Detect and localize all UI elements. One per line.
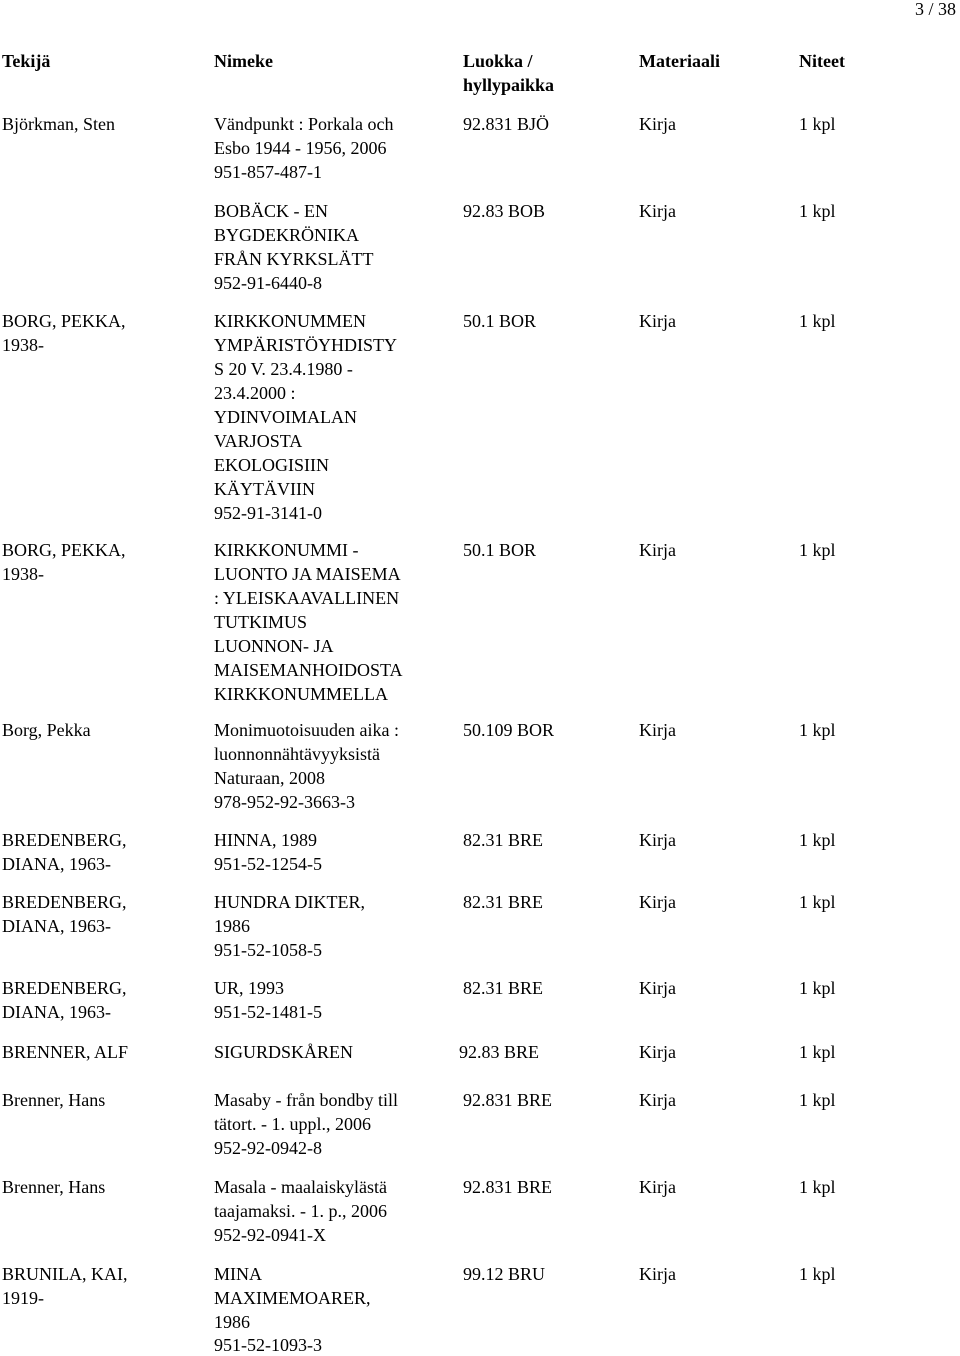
row-class: 50.1 BOR [463, 311, 537, 331]
row-class: 82.31 BRE [463, 830, 544, 850]
header-title: Nimeke [214, 51, 273, 71]
row-author: Brenner, Hans [2, 1090, 106, 1110]
row-author: Björkman, Sten [2, 114, 115, 134]
row-title: Masaby - från bondby till tätort. - 1. uppl., 2006 952-92-0942-8 [214, 1090, 398, 1158]
row-author: BREDENBERG, DIANA, 1963- [2, 830, 127, 874]
row-author: Borg, Pekka [2, 720, 91, 740]
row-title: UR, 1993 951-52-1481-5 [214, 978, 322, 1022]
row-author: BRENNER, ALF [2, 1042, 129, 1062]
row-title: HUNDRA DIKTER, 1986 951-52-1058-5 [214, 892, 365, 960]
row-title: KIRKKONUMMI - LUONTO JA MAISEMA : YLEISKAAVALLINEN TUTKIMUS LUONNON- JA MAISEMANHOIDOSTA KIRKKONUMMELLA [214, 540, 403, 704]
header-count: Niteet [799, 51, 845, 71]
row-count: 1 kpl [799, 311, 836, 331]
row-class: 82.31 BRE [463, 978, 544, 998]
header-material: Materiaali [639, 51, 720, 71]
row-class: 92.831 BRE [463, 1090, 553, 1110]
row-author: BRUNILA, KAI, 1919- [2, 1264, 128, 1308]
row-title: KIRKKONUMMEN YMPÄRISTÖYHDISTY S 20 V. 23.4.1980 - 23.4.2000 : YDINVOIMALAN VARJOSTA EKOLOGISIIN KÄYTÄVIIN 952-91-3141-0 [214, 311, 398, 523]
row-class: 82.31 BRE [463, 892, 544, 912]
row-count: 1 kpl [799, 892, 836, 912]
row-count: 1 kpl [799, 830, 836, 850]
row-count: 1 kpl [799, 720, 836, 740]
row-author: BORG, PEKKA, 1938- [2, 540, 126, 584]
row-material: Kirja [639, 1090, 676, 1110]
row-count: 1 kpl [799, 114, 836, 134]
row-author: Brenner, Hans [2, 1177, 106, 1197]
row-material: Kirja [639, 830, 676, 850]
row-author: BREDENBERG, DIANA, 1963- [2, 978, 127, 1022]
row-material: Kirja [639, 1177, 676, 1197]
row-title: HINNA, 1989 951-52-1254-5 [214, 830, 322, 874]
row-class: 50.109 BOR [463, 720, 555, 740]
row-count: 1 kpl [799, 1042, 836, 1062]
row-class: 92.831 BRE [463, 1177, 553, 1197]
row-material: Kirja [639, 720, 676, 740]
row-count: 1 kpl [799, 1177, 836, 1197]
row-class: 99.12 BRU [463, 1264, 546, 1284]
row-title: Masala - maalaiskylästä taajamaksi. - 1. p., 2006 952-92-0941-X [214, 1177, 387, 1245]
row-material: Kirja [639, 114, 676, 134]
row-material: Kirja [639, 201, 676, 221]
header-class [463, 49, 554, 97]
header-class-line1: Luokka / [463, 51, 533, 71]
row-material: Kirja [639, 1264, 676, 1284]
row-title: Monimuotoisuuden aika : luonnonnähtävyyksistä Naturaan, 2008 978-952-92-3663-3 [214, 720, 399, 812]
row-author: BORG, PEKKA, 1938- [2, 311, 126, 355]
header-class-line2: hyllypaikka [463, 75, 555, 95]
row-class: 92.831 BJÖ [463, 114, 550, 134]
row-count: 1 kpl [799, 978, 836, 998]
row-material: Kirja [639, 540, 676, 560]
row-material: Kirja [639, 1042, 676, 1062]
row-title: Vändpunkt : Porkala och Esbo 1944 - 1956, 2006 951-857-487-1 [214, 114, 394, 182]
row-material: Kirja [639, 311, 676, 331]
row-count: 1 kpl [799, 201, 836, 221]
page-number: 3 / 38 [914, 0, 956, 19]
row-title: MINA MAXIMEMOARER, 1986 951-52-1093-3 [214, 1264, 371, 1355]
row-count: 1 kpl [799, 1264, 836, 1284]
row-title: BOBÄCK - EN BYGDEKRÖNIKA FRÅN KYRKSLÄTT 952-91-6440-8 [214, 201, 374, 293]
row-class: 92.83 BRE [459, 1042, 540, 1062]
row-count: 1 kpl [799, 540, 836, 560]
row-material: Kirja [639, 892, 676, 912]
header-author: Tekijä [2, 51, 51, 71]
row-material: Kirja [639, 978, 676, 998]
row-class: 50.1 BOR [463, 540, 537, 560]
row-class: 92.83 BOB [463, 201, 546, 221]
row-count: 1 kpl [799, 1090, 836, 1110]
row-author: BREDENBERG, DIANA, 1963- [2, 892, 127, 936]
row-title: SIGURDSKÅREN [214, 1042, 354, 1062]
